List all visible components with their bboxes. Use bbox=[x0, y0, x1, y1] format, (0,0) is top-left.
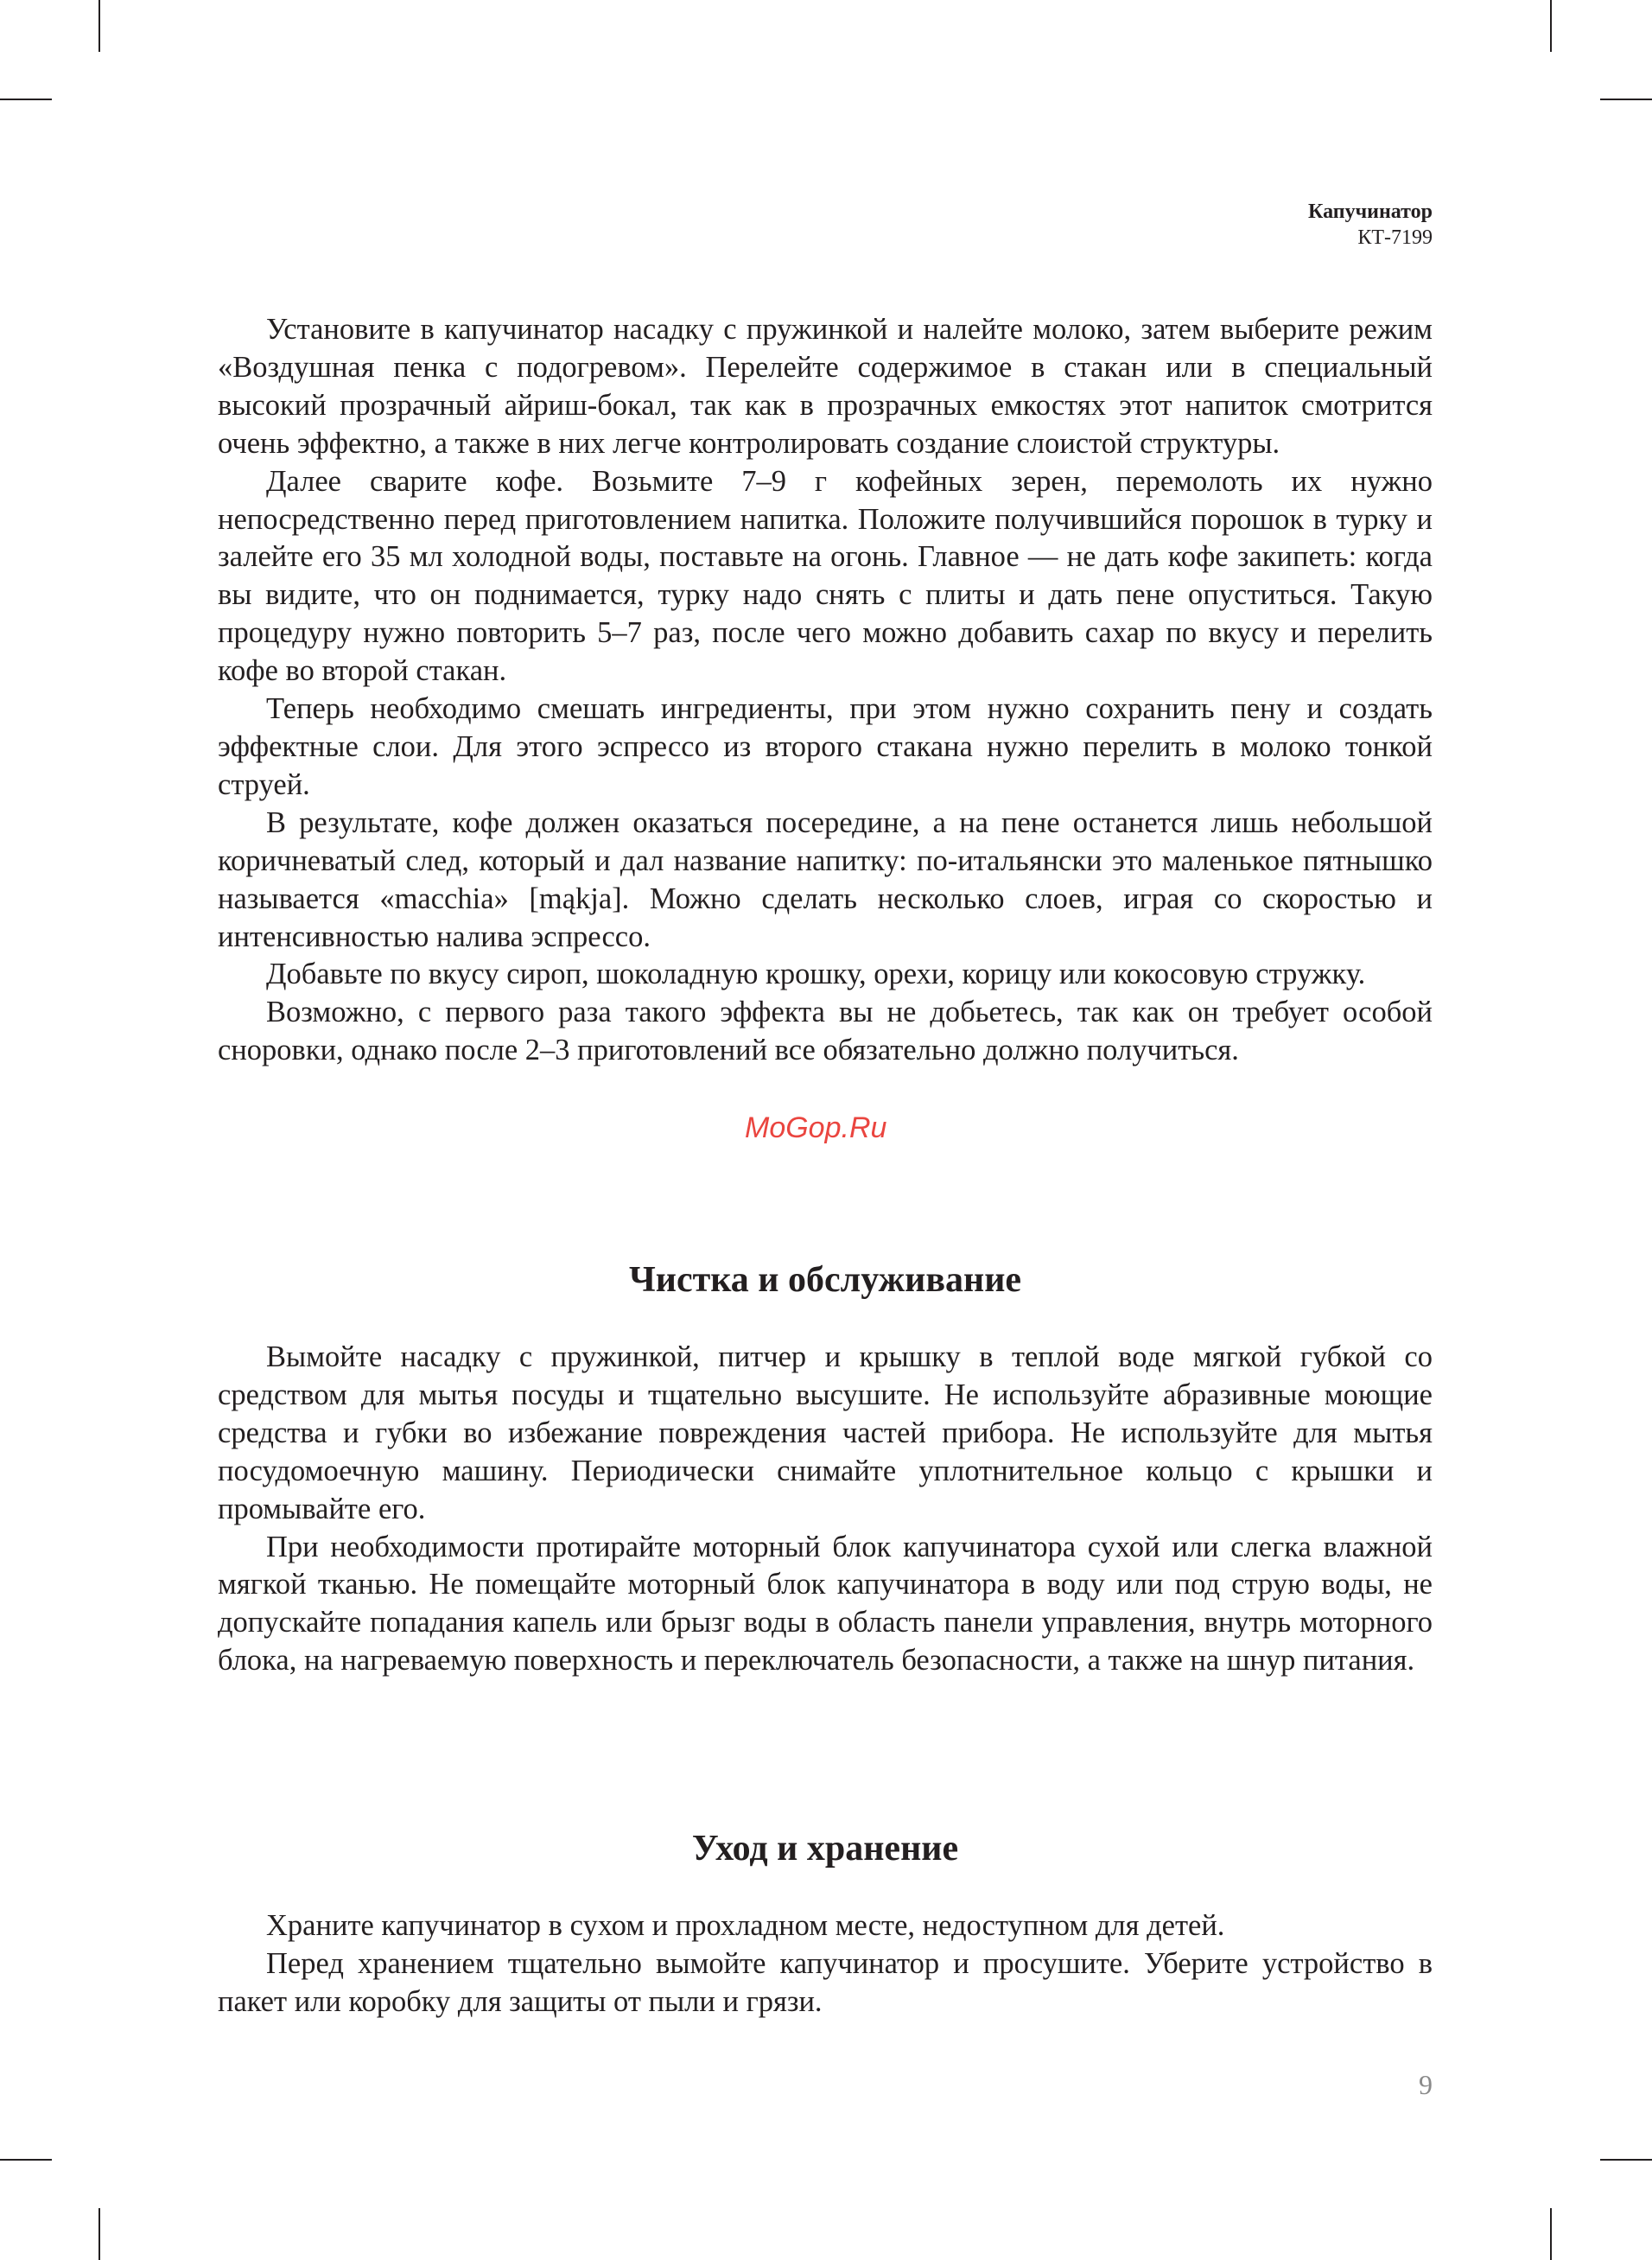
cleaning-text-block bbox=[218, 1339, 1433, 1680]
crop-mark-top-left bbox=[98, 0, 100, 52]
crop-mark-top-right bbox=[1600, 99, 1652, 100]
crop-mark-bottom-left bbox=[0, 2159, 52, 2161]
paragraph: Возможно, с первого раза такого эффекта вы не добьетесь, так как он требует особой сноровки, однако после 2–3 приготовлений все обязательно должно получиться. bbox=[218, 996, 1433, 1067]
paragraph: Вымойте насадку с пружинкой, питчер и крышку в теплой воде мягкой губкой со средством для мытья посуды и тщательно высушите. Не используйте абразивные моющие средства и губки во избежание повреждения частей прибора. Не используйте для мытья посудомоечную машину. Периодически снимайте уплотнительное кольцо с крышки и промывайте его. bbox=[218, 1340, 1433, 1525]
crop-mark-bottom-right bbox=[1600, 2159, 1652, 2161]
crop-mark-bottom-right bbox=[1550, 2208, 1552, 2260]
storage-text-block bbox=[218, 1907, 1433, 2021]
paragraph: Теперь необходимо смешать ингредиенты, при этом нужно сохранить пену и создать эффектные слои. Для этого эспрессо из второго стакана нужно перелить в молоко тонкой струей. bbox=[218, 692, 1433, 801]
watermark: MoGop.Ru bbox=[745, 1111, 887, 1144]
crop-mark-top-left bbox=[0, 99, 52, 100]
section-heading-cleaning: Чистка и обслуживание bbox=[628, 1260, 1022, 1300]
crop-mark-top-right bbox=[1550, 0, 1552, 52]
paragraph: Добавьте по вкусу сироп, шоколадную крошку, орехи, корицу или кокосовую стружку. bbox=[266, 958, 1366, 991]
paragraph: Далее сварите кофе. Возьмите 7–9 г кофейных зерен, перемолоть их нужно непосредственно перед приготовлением напитка. Положите получившийся порошок в турку и залейте его 35 мл холодной воды, поставьте на огонь. Главное — не дать кофе закипеть: когда вы видите, что он поднимается, турку надо снять с плиты и дать пене опуститься. Такую процедуру нужно повторить 5–7 раз, после чего можно добавить сахар по вкусу и перелить кофе во второй стакан. bbox=[218, 464, 1433, 688]
running-header bbox=[1308, 199, 1433, 251]
header-model-number: КТ-7199 bbox=[1357, 226, 1433, 249]
intro-text-block bbox=[218, 311, 1433, 1070]
crop-mark-bottom-left bbox=[98, 2208, 100, 2260]
paragraph: Храните капучинатор в сухом и прохладном месте, недоступном для детей. bbox=[266, 1909, 1225, 1942]
header-product-title: Капучинатор bbox=[1308, 201, 1433, 223]
paragraph: Установите в капучинатор насадку с пружинкой и налейте молоко, затем выберите режим «Воздушная пенка с подогревом». Перелейте содержимое в стакан или в специальный высокий прозрачный айриш-бокал, так как в прозрачных емкостях этот напиток смотрится очень эффектно, а также в них легче контролировать создание слоистой структуры. bbox=[218, 313, 1433, 460]
paragraph: Перед хранением тщательно вымойте капучинатор и просушите. Уберите устройство в пакет или коробку для защиты от пыли и грязи. bbox=[218, 1946, 1433, 2018]
page-number: 9 bbox=[1419, 2069, 1433, 2100]
section-heading-storage: Уход и хранение bbox=[691, 1829, 959, 1868]
paragraph: При необходимости протирайте моторный блок капучинатора сухой или слегка влажной мягкой тканью. Не помещайте моторный блок капучинатора в воду или под струю воды, не допускайте попадания капель или брызг воды в область панели управления, внутрь моторного блока, на нагреваемую поверхность и переключатель безопасности, а также на шнур питания. bbox=[218, 1530, 1433, 1677]
paragraph: В результате, кофе должен оказаться посередине, а на пене останется лишь небольшой коричневатый след, который и дал название напитку: по-итальянски это маленькое пятнышко называется «macchia» [mąkja]. Можно сделать несколько слоев, играя со скоростью и интенсивностью налива эспрессо. bbox=[218, 805, 1433, 953]
